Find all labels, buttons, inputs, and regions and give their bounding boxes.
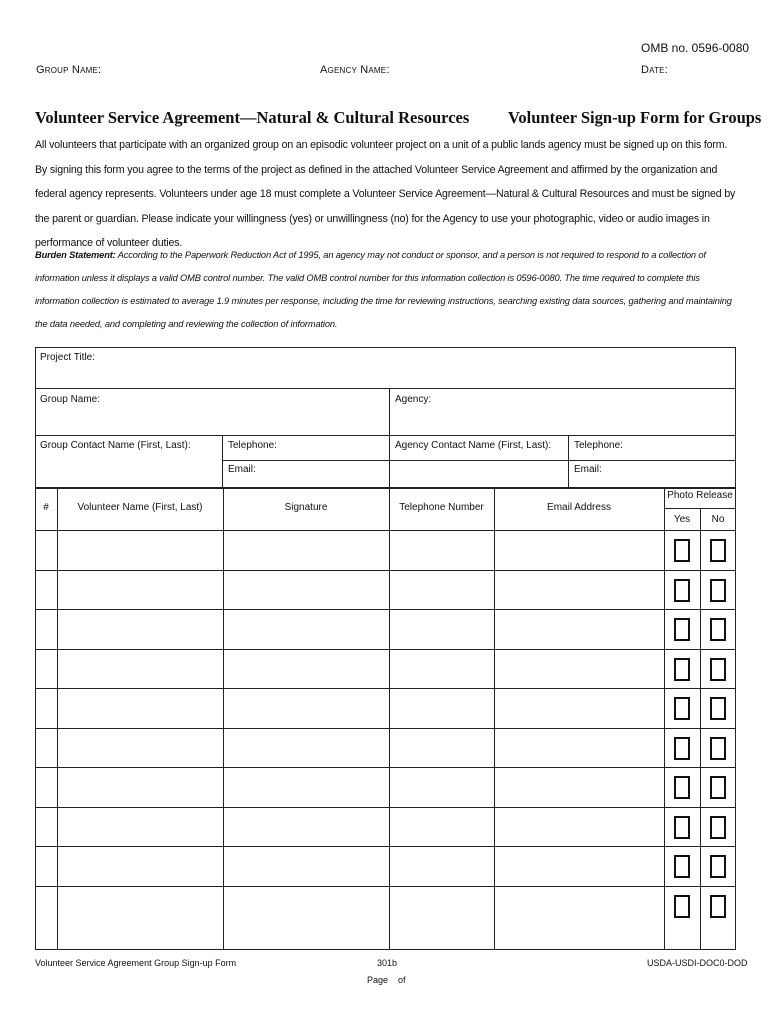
photo-release-yes-checkbox[interactable] [674, 816, 690, 839]
footer-form-number: 301b [377, 958, 398, 968]
agency-email-field[interactable]: Email: [574, 464, 602, 475]
divider [35, 435, 736, 436]
divider [222, 435, 223, 488]
photo-release-no-checkbox[interactable] [710, 737, 726, 760]
col-header-photo-release: Photo Release [667, 490, 733, 501]
photo-release-yes-checkbox[interactable] [674, 658, 690, 681]
table-row[interactable] [35, 767, 736, 807]
table-row[interactable] [35, 807, 736, 847]
col-header-yes: Yes [673, 514, 691, 525]
omb-number: OMB no. 0596-0080 [641, 41, 750, 55]
photo-release-yes-checkbox[interactable] [674, 776, 690, 799]
table-row[interactable] [35, 570, 736, 610]
agency-contact-field[interactable]: Agency Contact Name (First, Last): [395, 440, 552, 451]
agency-telephone-field[interactable]: Telephone: [574, 440, 623, 451]
table-row[interactable] [35, 649, 736, 689]
photo-release-no-checkbox[interactable] [710, 658, 726, 681]
footer-page-number: Page of [367, 975, 406, 985]
intro-paragraph: All volunteers that participate with an organized group on an episodic volunteer project on a unit of a public lands agency must be signed up on this form. By signing this form you agree to the terms of the project as defined in the attached Volunteer Service Agreement and affirmed by the organization and federal agency represents. Volunteers under age 18 must complete a Volunteer Service Agreement—Natural & Cultural Resources and must be signed by the parent or guardian. Please indicate your willingness (yes) or unwillingness (no) for the Agency to use your photographic, video or audio images in performance of volunteer duties. [35, 139, 736, 249]
photo-release-yes-checkbox[interactable] [674, 539, 690, 562]
form-subtitle: Volunteer Sign-up Form for Groups [508, 108, 762, 127]
table-row[interactable] [35, 688, 736, 728]
project-title-field[interactable]: Project Title: [40, 352, 96, 363]
col-header-name: Volunteer Name (First, Last) [77, 502, 203, 513]
group-email-field[interactable]: Email: [228, 464, 256, 475]
photo-release-no-checkbox[interactable] [710, 776, 726, 799]
date-header-label: Date: [641, 64, 668, 76]
group-telephone-field[interactable]: Telephone: [228, 440, 277, 451]
photo-release-yes-checkbox[interactable] [674, 855, 690, 878]
form-title: Volunteer Service Agreement—Natural & Cultural Resources [35, 108, 470, 127]
group-contact-field[interactable]: Group Contact Name (First, Last): [40, 440, 191, 451]
photo-release-no-checkbox[interactable] [710, 816, 726, 839]
footer-form-name: Volunteer Service Agreement Group Sign-up Form [35, 958, 237, 968]
table-row[interactable] [35, 609, 736, 649]
photo-release-yes-checkbox[interactable] [674, 895, 690, 918]
divider [222, 460, 736, 461]
table-row[interactable] [35, 530, 736, 570]
photo-release-yes-checkbox[interactable] [674, 618, 690, 641]
photo-release-no-checkbox[interactable] [710, 895, 726, 918]
table-row[interactable] [35, 846, 736, 886]
photo-release-yes-checkbox[interactable] [674, 697, 690, 720]
divider [389, 388, 390, 488]
photo-release-yes-checkbox[interactable] [674, 579, 690, 602]
agency-field[interactable]: Agency: [395, 394, 432, 405]
photo-release-no-checkbox[interactable] [710, 579, 726, 602]
agency-name-header-label: Agency Name: [320, 64, 390, 76]
group-name-header-label: Group Name: [36, 64, 102, 76]
burden-label: Burden Statement: [35, 250, 116, 260]
divider [568, 435, 569, 488]
footer-agency-codes: USDA-USDI-DOC0-DOD [647, 958, 748, 968]
photo-release-yes-checkbox[interactable] [674, 737, 690, 760]
divider [35, 388, 736, 389]
col-header-telephone: Telephone Number [399, 502, 484, 513]
photo-release-no-checkbox[interactable] [710, 618, 726, 641]
table-row[interactable] [35, 886, 736, 926]
burden-statement [35, 244, 740, 336]
photo-release-no-checkbox[interactable] [710, 855, 726, 878]
burden-text: According to the Paperwork Reduction Act of 1995, an agency may not conduct or sponsor, and a person is not required to respond to a collection of information unless it displays a valid OMB control number. The valid OMB control number for this information collection is 0596-0080. The time required to complete this information collection is estimated to average 1.9 minutes per response, including the time for reviewing instructions, searching existing data sources, gathering and maintaining the data needed, and completing and reviewing the collection of information. [35, 250, 732, 329]
col-header-number: # [43, 502, 49, 513]
table-row[interactable] [35, 728, 736, 768]
col-header-no: No [711, 514, 725, 525]
group-name-field[interactable]: Group Name: [40, 394, 101, 405]
photo-release-no-checkbox[interactable] [710, 539, 726, 562]
photo-release-no-checkbox[interactable] [710, 697, 726, 720]
form-info-box [35, 347, 736, 488]
col-header-signature: Signature [284, 502, 328, 513]
col-header-email: Email Address [547, 502, 611, 513]
